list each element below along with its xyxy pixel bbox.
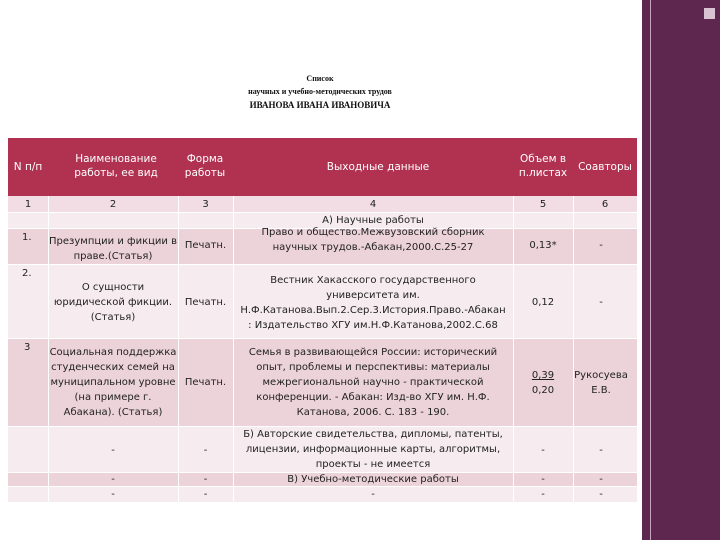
row-c-name: - [111,474,115,485]
row-1-coauthors: - [599,240,603,251]
header-coauthors: Соавторы [578,161,632,173]
grid-hline [8,264,637,265]
row-b-name: - [111,445,115,456]
colnum-1: 1 [24,199,32,210]
header-num: N п/п [13,161,43,173]
grid-hline [8,338,637,339]
row-3-volume-b: 0,20 [531,385,555,396]
colnum-3: 3 [202,199,209,210]
row-c-form: - [203,474,208,485]
row-b-form: - [203,445,208,456]
row-last-volume: - [541,489,545,500]
header-volume: Объем в п.листах [518,153,568,179]
row-1-form: Печатн. [184,240,227,251]
row-b-volume: - [541,445,545,456]
row-1-num: 1. [22,232,32,243]
row-last-name: - [111,489,115,500]
row-2-volume: 0,12 [531,297,555,308]
row-last-form: - [203,489,208,500]
row-3-name: Социальная поддержка студенческих семей на муниципальном уровне (на примере г. Абакана). (Статья) [49,347,177,418]
column-numbers-row [8,196,637,212]
row-1-volume: 0,13* [529,240,557,251]
header-output: Выходные данные [326,161,430,173]
colnum-4: 4 [369,199,377,210]
section-a-title: А) Научные работы [322,215,424,226]
heading-title: Список [306,74,334,83]
heading-author: ИВАНОВА ИВАНА ИВАНОВИЧА [249,100,391,110]
right-decor-bar [642,0,720,540]
row-2-output: Вестник Хакасского государственного университета им. Н.Ф.Катанова.Вып.2.Сер.3.История.Право.-Абакан : Издательство ХГУ им.Н.Ф.Катанова,2002.С.68 [240,275,506,331]
row-3-coauthors: Рукосуева Е.В. [574,370,628,396]
row-2-name: О сущности юридической фикции. (Статья) [53,282,173,323]
row-last-output: - [371,489,375,500]
row-2-coauthors: - [599,297,603,308]
heading-subtitle: научных и учебно-методических трудов [248,87,392,96]
decor-line [650,0,651,540]
row-c-output: В) Учебно-методические работы [287,474,459,485]
table-header [8,138,637,196]
row-3-num: 3 [24,342,31,353]
row-3-output: Семья в развивающейся России: исторический опыт, проблемы и перспективы: материалы межрегиональной научно - практической конференции. - Абакан: Изд-во ХГУ им. Н.Ф. Катанова, 2006. С. 183 - 190. [248,347,498,418]
header-name: Наименование работы, ее вид [74,153,158,179]
row-c-coauthors: - [599,474,603,485]
grid-vline [233,196,234,502]
row-b-output: Б) Авторские свидетельства, дипломы, патенты, лицензии, информационные карты, алгоритмы, проекты - не имеется [243,429,503,470]
row-2-form: Печатн. [184,297,227,308]
colnum-5: 5 [539,199,547,210]
row-3-volume-a: 0,39 [531,370,555,381]
row-c-volume: - [541,474,545,485]
header-form: Форма работы [184,153,226,179]
row-3-form: Печатн. [184,377,227,388]
row-1-output: Право и общество.Межвузовский сборник научных трудов.-Абакан,2000.С.25-27 [261,227,485,253]
row-2-num: 2. [22,268,32,279]
colnum-6: 6 [601,199,609,210]
row-1-name: Презумпции и фикции в праве.(Статья) [49,236,177,262]
row-last-coauthors: - [599,489,603,500]
colnum-2: 2 [109,199,117,210]
row-b-coauthors: - [599,445,603,456]
decor-square [704,8,715,19]
